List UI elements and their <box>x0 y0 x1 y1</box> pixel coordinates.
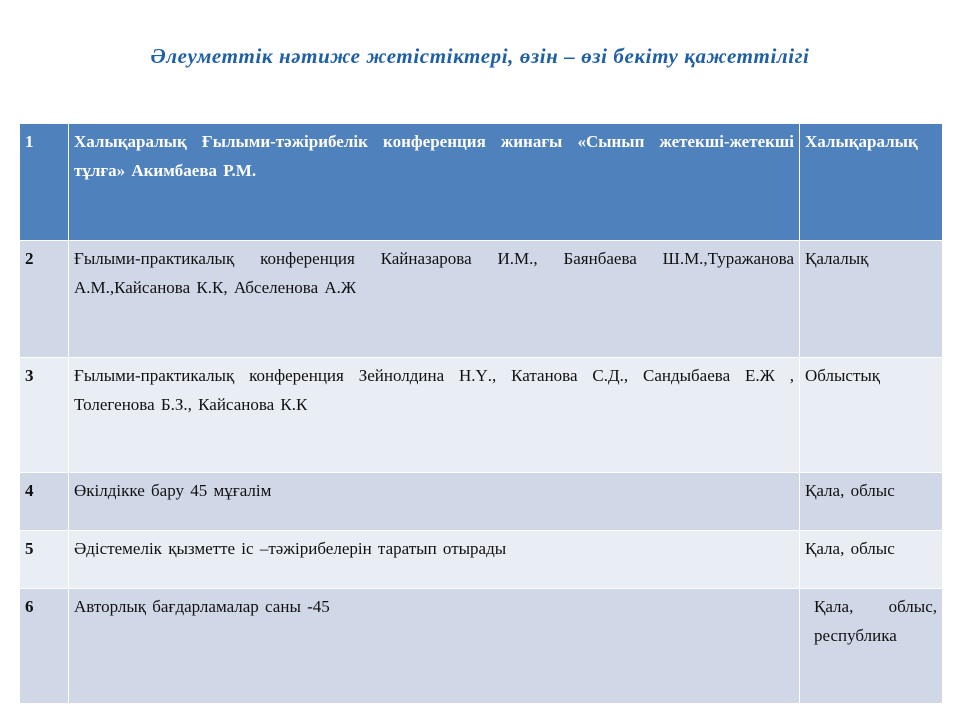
table-row <box>20 589 943 704</box>
row-level: Қалалық <box>800 241 943 358</box>
row-description: Өкілдікке бару 45 мұғалім <box>69 473 800 531</box>
slide-title: Әлеуметтік нәтиже жетістіктері, өзін – өзі бекіту қажеттілігі <box>150 44 810 68</box>
row-level: Қала, облыс, республика <box>800 589 943 704</box>
row-description: Халықаралық Ғылыми-тәжірибелік конференция жинағы «Сынып жетекші-жетекші тұлға» Акимбаева Р.М. <box>69 124 800 241</box>
table-row <box>20 358 943 473</box>
row-number: 6 <box>20 589 69 704</box>
row-description: Әдістемелік қызметте іс –тәжірибелерін таратып отырады <box>69 531 800 589</box>
table-row <box>20 531 943 589</box>
row-description: Ғылыми-практикалық конференция Кайназарова И.М., Баянбаева Ш.М.,Туражанова А.М.,Кайсанова К.К, Абселенова А.Ж <box>69 241 800 358</box>
row-level: Қала, облыс <box>800 473 943 531</box>
table-row <box>20 241 943 358</box>
table-row <box>20 473 943 531</box>
achievements-table <box>19 123 943 704</box>
row-level: Халықаралық <box>800 124 943 241</box>
row-number: 3 <box>20 358 69 473</box>
row-number: 5 <box>20 531 69 589</box>
row-description: Авторлық бағдарламалар саны -45 <box>69 589 800 704</box>
row-number: 1 <box>20 124 69 241</box>
row-number: 4 <box>20 473 69 531</box>
row-description: Ғылыми-практикалық конференция Зейнолдина Н.Ү., Катанова С.Д., Сандыбаева Е.Ж , Толегенова Б.З., Кайсанова К.К <box>69 358 800 473</box>
row-number: 2 <box>20 241 69 358</box>
row-level: Қала, облыс <box>800 531 943 589</box>
row-level: Облыстық <box>800 358 943 473</box>
table-row <box>20 124 943 241</box>
